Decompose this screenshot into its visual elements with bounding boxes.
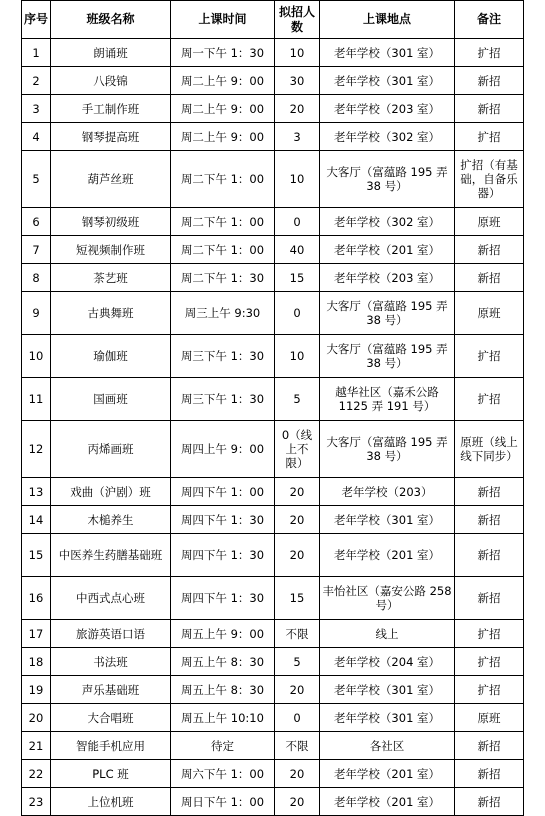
class-location-cell: 大客厅（富蕴路 195 弄 38 号）	[320, 292, 455, 335]
class-note-cell: 新招	[455, 788, 524, 816]
class-location-cell: 老年学校（301 室）	[320, 676, 455, 704]
table-row	[22, 335, 524, 378]
class-location-cell: 老年学校（301 室）	[320, 67, 455, 95]
class-time-cell: 周二下午 1：00	[171, 151, 275, 208]
table-row	[22, 788, 524, 816]
enroll-count-cell: 20	[275, 95, 320, 123]
class-note-cell: 新招	[455, 67, 524, 95]
class-location-cell: 老年学校（201 室）	[320, 760, 455, 788]
class-location-cell: 老年学校（302 室）	[320, 123, 455, 151]
row-no-cell: 9	[22, 292, 51, 335]
class-note-cell: 新招	[455, 95, 524, 123]
table-row	[22, 732, 524, 760]
enroll-count-cell: 10	[275, 151, 320, 208]
class-note-cell: 扩招	[455, 648, 524, 676]
table-row	[22, 534, 524, 577]
class-name-cell: 葫芦丝班	[51, 151, 171, 208]
class-time-cell: 周二下午 1：00	[171, 236, 275, 264]
class-name-cell: 古典舞班	[51, 292, 171, 335]
class-location-cell: 老年学校（302 室）	[320, 208, 455, 236]
enroll-count-cell: 20	[275, 760, 320, 788]
header-location: 上课地点	[320, 1, 455, 39]
enroll-count-cell: 20	[275, 534, 320, 577]
class-note-cell: 扩招	[455, 378, 524, 421]
table-row	[22, 506, 524, 534]
row-no-cell: 14	[22, 506, 51, 534]
class-time-cell: 周五上午 8：30	[171, 648, 275, 676]
class-time-cell: 周五上午 9：00	[171, 620, 275, 648]
class-location-cell: 大客厅（富蕴路 195 弄 38 号）	[320, 421, 455, 478]
enroll-count-cell: 3	[275, 123, 320, 151]
table-row	[22, 39, 524, 67]
class-location-cell: 老年学校（203 室）	[320, 95, 455, 123]
table-row	[22, 151, 524, 208]
enroll-count-cell: 不限	[275, 620, 320, 648]
class-time-cell: 周二下午 1：30	[171, 264, 275, 292]
enroll-count-cell: 0	[275, 292, 320, 335]
class-name-cell: 旅游英语口语	[51, 620, 171, 648]
class-note-cell: 新招	[455, 264, 524, 292]
class-time-cell: 周二下午 1：00	[171, 208, 275, 236]
table-row	[22, 760, 524, 788]
enroll-count-cell: 20	[275, 676, 320, 704]
row-no-cell: 7	[22, 236, 51, 264]
row-no-cell: 4	[22, 123, 51, 151]
table-row	[22, 648, 524, 676]
table-row	[22, 208, 524, 236]
class-note-cell: 扩招	[455, 676, 524, 704]
class-note-cell: 新招	[455, 506, 524, 534]
enroll-count-cell: 10	[275, 39, 320, 67]
table-row	[22, 123, 524, 151]
class-location-cell: 老年学校（301 室）	[320, 506, 455, 534]
row-no-cell: 23	[22, 788, 51, 816]
enroll-count-cell: 15	[275, 264, 320, 292]
row-no-cell: 20	[22, 704, 51, 732]
class-name-cell: 短视频制作班	[51, 236, 171, 264]
class-name-cell: 茶艺班	[51, 264, 171, 292]
class-location-cell: 线上	[320, 620, 455, 648]
class-location-cell: 老年学校（201 室）	[320, 534, 455, 577]
row-no-cell: 18	[22, 648, 51, 676]
class-time-cell: 周五上午 10:10	[171, 704, 275, 732]
class-name-cell: 中西式点心班	[51, 577, 171, 620]
enroll-count-cell: 5	[275, 378, 320, 421]
class-note-cell: 扩招	[455, 335, 524, 378]
header-row	[22, 1, 524, 39]
class-time-cell: 周四下午 1：30	[171, 534, 275, 577]
row-no-cell: 3	[22, 95, 51, 123]
class-note-cell: 原班	[455, 292, 524, 335]
class-location-cell: 老年学校（301 室）	[320, 39, 455, 67]
class-note-cell: 扩招	[455, 39, 524, 67]
row-no-cell: 16	[22, 577, 51, 620]
class-name-cell: 钢琴提高班	[51, 123, 171, 151]
class-note-cell: 新招	[455, 534, 524, 577]
header-note: 备注	[455, 1, 524, 39]
table-row	[22, 421, 524, 478]
class-location-cell: 老年学校（201 室）	[320, 236, 455, 264]
class-time-cell: 周日下午 1：00	[171, 788, 275, 816]
header-class-name: 班级名称	[51, 1, 171, 39]
class-time-cell: 周一下午 1：30	[171, 39, 275, 67]
enroll-count-cell: 0	[275, 208, 320, 236]
enroll-count-cell: 40	[275, 236, 320, 264]
row-no-cell: 12	[22, 421, 51, 478]
class-name-cell: 国画班	[51, 378, 171, 421]
class-name-cell: 大合唱班	[51, 704, 171, 732]
class-note-cell: 扩招（有基础，自备乐器）	[455, 151, 524, 208]
class-note-cell: 新招	[455, 732, 524, 760]
table-row	[22, 264, 524, 292]
class-time-cell: 周三下午 1：30	[171, 378, 275, 421]
class-name-cell: 手工制作班	[51, 95, 171, 123]
row-no-cell: 21	[22, 732, 51, 760]
enroll-count-cell: 30	[275, 67, 320, 95]
class-note-cell: 原班	[455, 208, 524, 236]
row-no-cell: 2	[22, 67, 51, 95]
table-row	[22, 704, 524, 732]
class-location-cell: 老年学校（204 室）	[320, 648, 455, 676]
enroll-count-cell: 20	[275, 788, 320, 816]
class-name-cell: 戏曲（沪剧）班	[51, 478, 171, 506]
enroll-count-cell: 0（线上不限）	[275, 421, 320, 478]
class-note-cell: 扩招	[455, 620, 524, 648]
header-time: 上课时间	[171, 1, 275, 39]
row-no-cell: 5	[22, 151, 51, 208]
class-note-cell: 新招	[455, 478, 524, 506]
class-time-cell: 周三下午 1：30	[171, 335, 275, 378]
class-note-cell: 扩招	[455, 123, 524, 151]
class-note-cell: 原班（线上线下同步）	[455, 421, 524, 478]
class-time-cell: 周四下午 1：30	[171, 506, 275, 534]
row-no-cell: 1	[22, 39, 51, 67]
class-location-cell: 大客厅（富蕴路 195 弄 38 号）	[320, 335, 455, 378]
class-name-cell: 智能手机应用	[51, 732, 171, 760]
class-note-cell: 新招	[455, 760, 524, 788]
row-no-cell: 17	[22, 620, 51, 648]
row-no-cell: 15	[22, 534, 51, 577]
class-location-cell: 各社区	[320, 732, 455, 760]
row-no-cell: 8	[22, 264, 51, 292]
table-row	[22, 378, 524, 421]
class-location-cell: 老年学校（201 室）	[320, 788, 455, 816]
class-time-cell: 周二上午 9：00	[171, 123, 275, 151]
class-name-cell: 钢琴初级班	[51, 208, 171, 236]
class-location-cell: 老年学校（301 室）	[320, 704, 455, 732]
class-name-cell: 朗诵班	[51, 39, 171, 67]
class-name-cell: 八段锦	[51, 67, 171, 95]
class-time-cell: 周四上午 9：00	[171, 421, 275, 478]
row-no-cell: 10	[22, 335, 51, 378]
table-row	[22, 478, 524, 506]
table-row	[22, 67, 524, 95]
row-no-cell: 22	[22, 760, 51, 788]
class-time-cell: 待定	[171, 732, 275, 760]
table-row	[22, 95, 524, 123]
class-name-cell: 木槌养生	[51, 506, 171, 534]
enroll-count-cell: 20	[275, 506, 320, 534]
class-location-cell: 越华社区（嘉禾公路 1125 弄 191 号）	[320, 378, 455, 421]
class-time-cell: 周四下午 1：30	[171, 577, 275, 620]
row-no-cell: 11	[22, 378, 51, 421]
table-row	[22, 236, 524, 264]
enroll-count-cell: 不限	[275, 732, 320, 760]
table-row	[22, 676, 524, 704]
enroll-count-cell: 5	[275, 648, 320, 676]
class-name-cell: 中医养生药膳基础班	[51, 534, 171, 577]
class-name-cell: 瑜伽班	[51, 335, 171, 378]
class-time-cell: 周三上午 9:30	[171, 292, 275, 335]
class-note-cell: 原班	[455, 704, 524, 732]
row-no-cell: 13	[22, 478, 51, 506]
class-name-cell: 上位机班	[51, 788, 171, 816]
class-schedule-table	[21, 0, 524, 816]
enroll-count-cell: 15	[275, 577, 320, 620]
class-time-cell: 周二上午 9：00	[171, 95, 275, 123]
class-time-cell: 周四下午 1：00	[171, 478, 275, 506]
table-row	[22, 292, 524, 335]
row-no-cell: 6	[22, 208, 51, 236]
enroll-count-cell: 0	[275, 704, 320, 732]
class-name-cell: 丙烯画班	[51, 421, 171, 478]
row-no-cell: 19	[22, 676, 51, 704]
class-time-cell: 周六下午 1：00	[171, 760, 275, 788]
class-note-cell: 新招	[455, 236, 524, 264]
enroll-count-cell: 20	[275, 478, 320, 506]
class-location-cell: 丰怡社区（嘉安公路 258 号）	[320, 577, 455, 620]
class-name-cell: 声乐基础班	[51, 676, 171, 704]
class-location-cell: 老年学校（203 室）	[320, 264, 455, 292]
table-row	[22, 577, 524, 620]
class-time-cell: 周二上午 9：00	[171, 67, 275, 95]
class-location-cell: 老年学校（203）	[320, 478, 455, 506]
table-row	[22, 620, 524, 648]
class-time-cell: 周五上午 8：30	[171, 676, 275, 704]
class-location-cell: 大客厅（富蕴路 195 弄 38 号）	[320, 151, 455, 208]
class-name-cell: PLC 班	[51, 760, 171, 788]
class-name-cell: 书法班	[51, 648, 171, 676]
class-note-cell: 新招	[455, 577, 524, 620]
header-no: 序号	[22, 1, 51, 39]
header-count: 拟招人数	[275, 1, 320, 39]
enroll-count-cell: 10	[275, 335, 320, 378]
